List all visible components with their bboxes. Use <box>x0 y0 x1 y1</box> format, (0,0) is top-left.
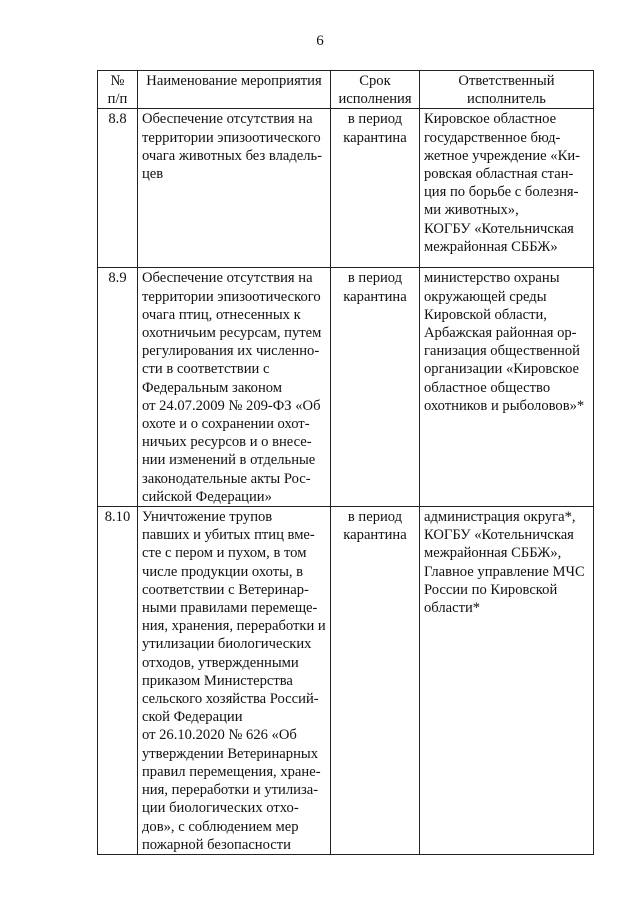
measure-responsible-line: ровская областная стан- <box>424 166 574 183</box>
table-row <box>98 507 594 855</box>
header-num <box>98 71 138 109</box>
measure-responsible-line: администрация округа*, <box>424 509 576 526</box>
measure-name-line: приказом Министерства <box>142 672 293 689</box>
measure-term-line: в период <box>347 111 403 128</box>
measure-name-line: ными правилами перемеще- <box>142 600 318 617</box>
measure-name-line: пожарной безопасности <box>142 836 291 853</box>
measure-responsible-line: Арбажская районная ор- <box>424 325 577 342</box>
measure-responsible-line: ми животных», <box>424 202 519 219</box>
measure-responsible-line: окружающей среды <box>424 288 547 305</box>
header-term <box>331 71 420 109</box>
measure-name-line: отходов, утвержденными <box>142 654 299 671</box>
measure-responsible-line: министерство охраны <box>424 270 560 287</box>
measure-responsible-line: области* <box>424 600 481 617</box>
measure-name-line: сийской Федерации» <box>142 488 272 505</box>
measure-responsible-line: жетное учреждение «Ки- <box>424 147 580 164</box>
measure-name <box>138 507 331 855</box>
measure-responsible-line: охотников и рыболовов»* <box>424 397 585 414</box>
measure-responsible-line: России по Кировской <box>424 581 558 598</box>
measure-responsible <box>420 507 594 855</box>
measure-name-line: от 24.07.2009 № 209-ФЗ «Об <box>142 397 321 414</box>
measure-name-line: от 26.10.2020 № 626 «Об <box>142 727 297 744</box>
measures-table <box>97 70 594 855</box>
measure-responsible-line: Кировской области, <box>424 306 547 323</box>
measure-name-line: охоте и о сохранении охот- <box>142 416 310 433</box>
measure-name-line: территории эпизоотического <box>142 288 321 305</box>
measure-term <box>331 268 420 507</box>
measure-name-line: Уничтожение трупов <box>142 509 273 526</box>
measure-name-line: регулирования их численно- <box>142 343 320 360</box>
measure-term-line: карантина <box>343 527 407 544</box>
measure-responsible <box>420 268 594 507</box>
header-name <box>138 71 331 109</box>
measure-name-line: очага птиц, отнесенных к <box>142 306 301 323</box>
header-resp <box>420 71 594 109</box>
measure-responsible-line: организации «Кировское <box>424 361 580 378</box>
measure-name-line: утилизации биологических <box>142 636 312 653</box>
measure-name-line: территории эпизоотического <box>142 129 321 146</box>
measure-term <box>331 507 420 855</box>
measure-name <box>138 268 331 507</box>
measure-name-line: ничьих ресурсов и о внесе- <box>142 434 312 451</box>
measure-responsible-line: Кировское областное <box>424 111 557 128</box>
row-number: 8.8 <box>98 109 138 268</box>
measure-name-line: Обеспечение отсутствия на <box>142 111 313 128</box>
measure-term-line: в период <box>347 509 403 526</box>
measure-name-line: павших и убитых птиц вме- <box>142 527 315 544</box>
measure-responsible-line: Главное управление МЧС <box>424 563 585 580</box>
table-row <box>98 109 594 268</box>
header-term-line: Срок <box>359 73 391 89</box>
measure-name <box>138 109 331 268</box>
measure-name-line: правил перемещения, хране- <box>142 763 321 780</box>
measure-name-line: законодательные акты Рос- <box>142 470 311 487</box>
measure-term-line: карантина <box>343 129 407 146</box>
measure-term-line: карантина <box>343 288 407 305</box>
row-number: 8.9 <box>98 268 138 507</box>
measure-name-line: Федеральным законом <box>142 379 283 396</box>
row-number: 8.10 <box>98 507 138 855</box>
measure-responsible-line: межрайонная СББЖ», <box>424 545 562 562</box>
measure-responsible-line: областное общество <box>424 379 551 396</box>
table-row <box>98 268 594 507</box>
measure-name-line: соответствии с Ветеринар- <box>142 581 309 598</box>
page-number: 6 <box>316 33 324 49</box>
measure-responsible-line: межрайонная СББЖ» <box>424 238 558 255</box>
header-num-line: п/п <box>107 91 128 108</box>
measure-responsible-line: КОГБУ «Котельничская <box>424 220 574 237</box>
measure-name-line: ния, переработки и утилиза- <box>142 782 319 799</box>
measure-name-line: очага животных без владель- <box>142 147 323 164</box>
measure-responsible-line: ция по борьбе с болезня- <box>424 184 579 201</box>
measure-term <box>331 109 420 268</box>
measure-name-line: цев <box>142 166 164 183</box>
measure-term-line: в период <box>347 270 403 287</box>
measure-name-line: охотничьим ресурсам, путем <box>142 325 322 342</box>
measure-name-line: ния, хранения, переработки и <box>142 618 326 635</box>
measure-name-line: Обеспечение отсутствия на <box>142 270 313 287</box>
header-term-line: исполнения <box>338 91 412 108</box>
measure-name-line: дов», с соблюдением мер <box>142 818 299 835</box>
measure-name-line: числе продукции охоты, в <box>142 563 304 580</box>
table-header-row <box>98 71 594 109</box>
measure-name-line: сельского хозяйства Россий- <box>142 691 319 708</box>
measure-responsible <box>420 109 594 268</box>
header-resp-line: исполнитель <box>467 91 546 108</box>
measure-responsible-line: ганизация общественной <box>424 343 580 360</box>
measure-name-line: ской Федерации <box>142 709 243 726</box>
measure-responsible-line: государственное бюд- <box>424 129 561 146</box>
measure-name-line: нии изменений в отдельные <box>142 452 316 469</box>
measure-name-line: ции биологических отхо- <box>142 800 299 817</box>
measure-name-line: сти в соответствии с <box>142 361 270 378</box>
measure-responsible-line: КОГБУ «Котельничская <box>424 527 574 544</box>
measure-name-line: сте с пером и пухом, в том <box>142 545 307 562</box>
header-name-line: Наименование мероприятия <box>146 73 322 89</box>
measure-name-line: утверждении Ветеринарных <box>142 745 318 762</box>
header-resp-line: Ответственный <box>458 73 555 89</box>
header-num-line: № <box>110 73 125 89</box>
